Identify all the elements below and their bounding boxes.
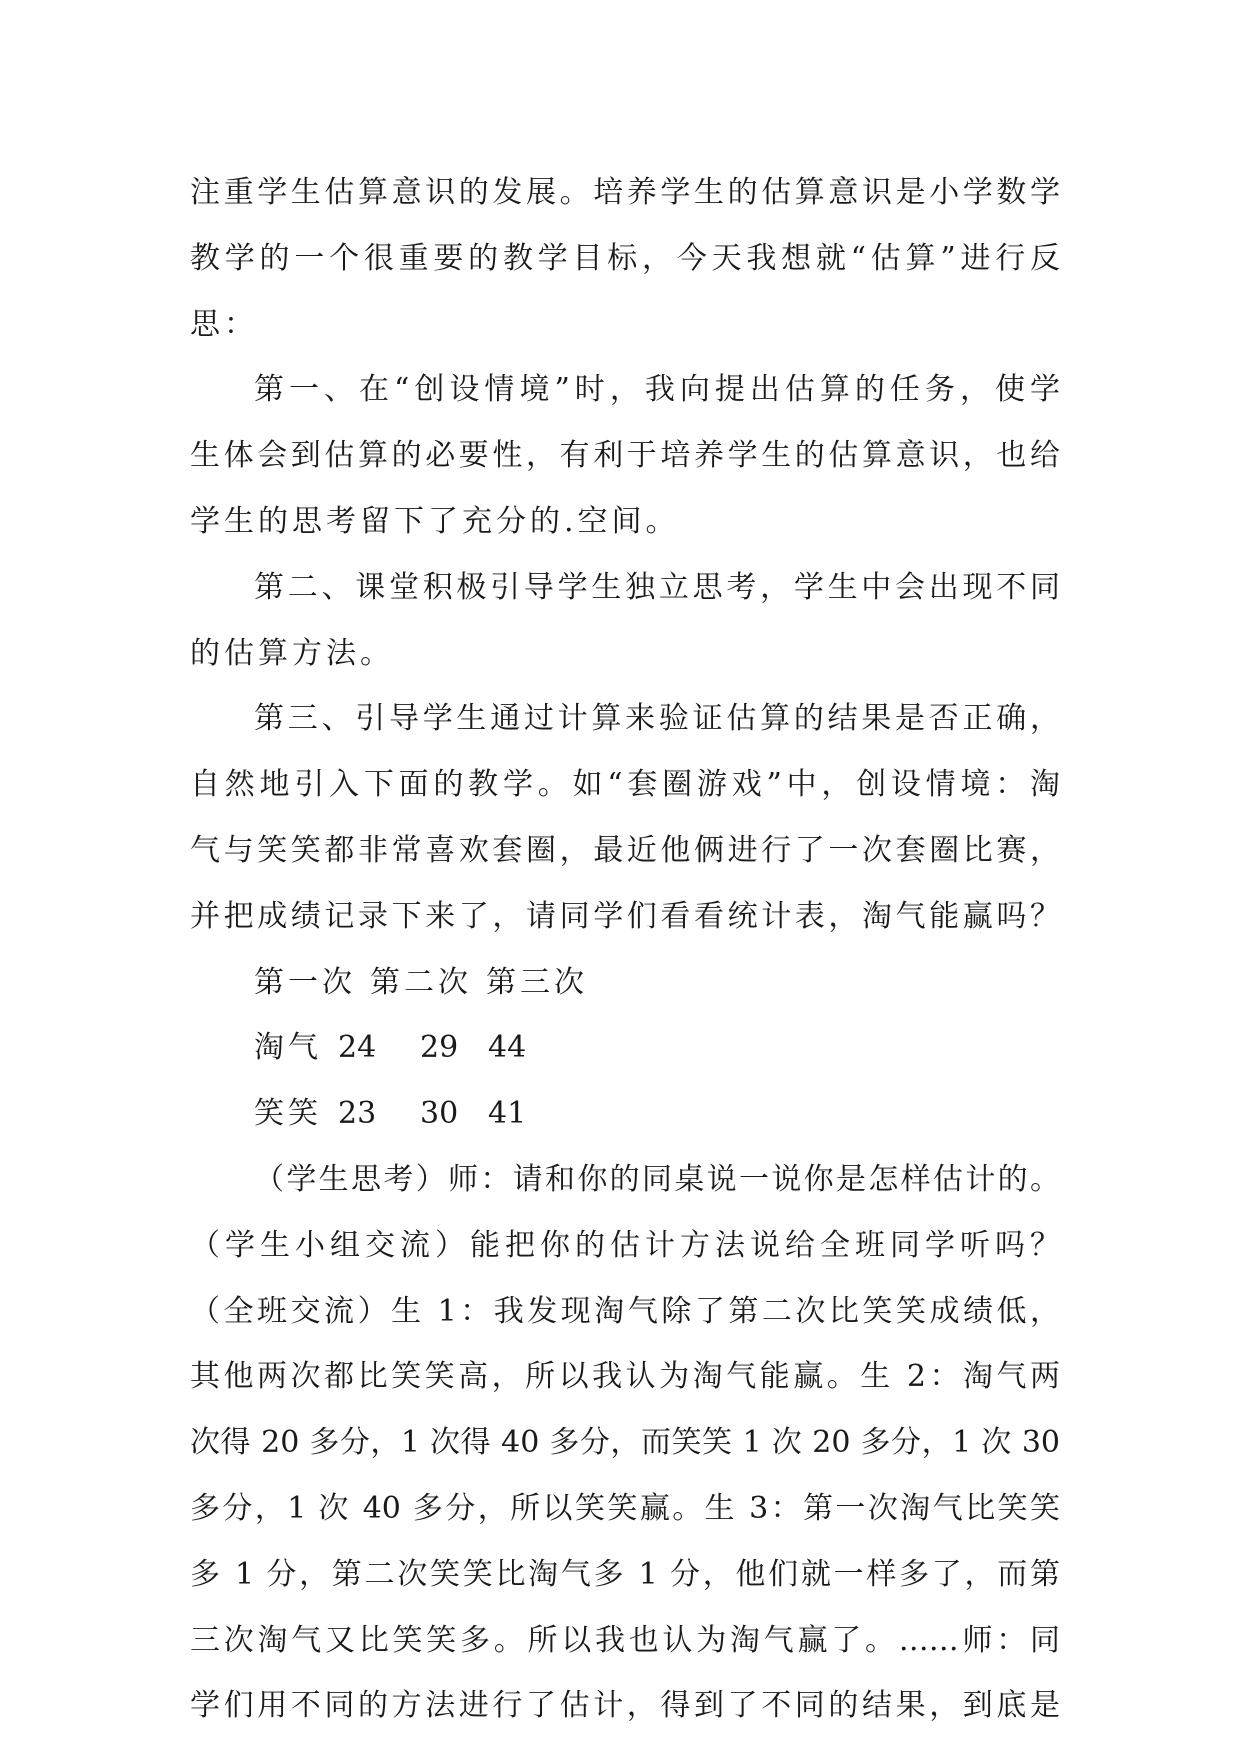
paragraph-first: 第一、在“创设情境”时，我向提出估算的任务，使学 <box>254 372 1060 408</box>
text-line: 的估算方法。 <box>190 635 394 671</box>
text-line: 并把成绩记录下来了，请同学们看看统计表，淘气能赢吗？ <box>190 898 1060 934</box>
table-cell: 44 <box>488 1030 527 1066</box>
table-cell: 30 <box>420 1096 459 1132</box>
text-line: 生体会到估算的必要性，有利于培养学生的估算意识，也给 <box>190 438 1060 474</box>
table-cell: 24 <box>338 1030 377 1066</box>
score-table-header <box>190 950 1060 1016</box>
score-table-row <box>190 1015 1060 1081</box>
text-line: （学生小组交流）能把你的估计方法说给全班同学听吗？ <box>190 1227 1060 1263</box>
text-line: 思： <box>190 306 258 342</box>
table-cell: 41 <box>488 1096 527 1132</box>
text-line: 多 1 分，第二次笑笑比淘气多 1 分，他们就一样多了，而第 <box>190 1556 1060 1592</box>
score-table-row <box>190 1081 1060 1147</box>
text-line: 多分，1 次 40 多分，所以笑笑赢。生 3：第一次淘气比笑笑 <box>190 1490 1060 1526</box>
table-header-cell: 第二次 <box>370 964 472 1000</box>
text-line: 学生的思考留下了充分的.空间。 <box>190 503 680 539</box>
table-row-name: 淘气 <box>254 1030 322 1066</box>
paragraph-second: 第二、课堂积极引导学生独立思考，学生中会出现不同 <box>254 569 1060 605</box>
text-line: 气与笑笑都非常喜欢套圈，最近他俩进行了一次套圈比赛， <box>190 832 1060 868</box>
table-header-cell: 第一次 <box>254 964 356 1000</box>
table-row-name: 笑笑 <box>254 1096 322 1132</box>
table-cell: 29 <box>420 1030 459 1066</box>
document-page <box>190 160 1060 1739</box>
text-line: 注重学生估算意识的发展。培养学生的估算意识是小学数学 <box>190 175 1060 210</box>
text-line: 自然地引入下面的教学。如“套圈游戏”中，创设情境：淘 <box>190 767 1060 803</box>
text-line: 三次淘气又比笑笑多。所以我也认为淘气赢了。……师：同 <box>190 1622 1060 1658</box>
table-cell: 23 <box>338 1096 377 1132</box>
text-line: （全班交流）生 1：我发现淘气除了第二次比笑笑成绩低， <box>190 1293 1060 1329</box>
text-line: 次得 20 多分，1 次得 40 多分，而笑笑 1 次 20 多分，1 次 30 <box>190 1425 1060 1461</box>
text-line: 教学的一个很重要的教学目标，今天我想就“估算”进行反 <box>190 240 1060 276</box>
text-line: 其他两次都比笑笑高，所以我认为淘气能赢。生 2：淘气两 <box>190 1359 1060 1395</box>
table-header-cell: 第三次 <box>486 964 588 1000</box>
paragraph-third: 第三、引导学生通过计算来验证估算的结果是否正确， <box>254 701 1060 737</box>
paragraph-discussion: （学生思考）师：请和你的同桌说一说你是怎样估计的。 <box>254 1161 1060 1197</box>
text-line: 学们用不同的方法进行了估计，得到了不同的结果，到底是 <box>190 1688 1060 1724</box>
